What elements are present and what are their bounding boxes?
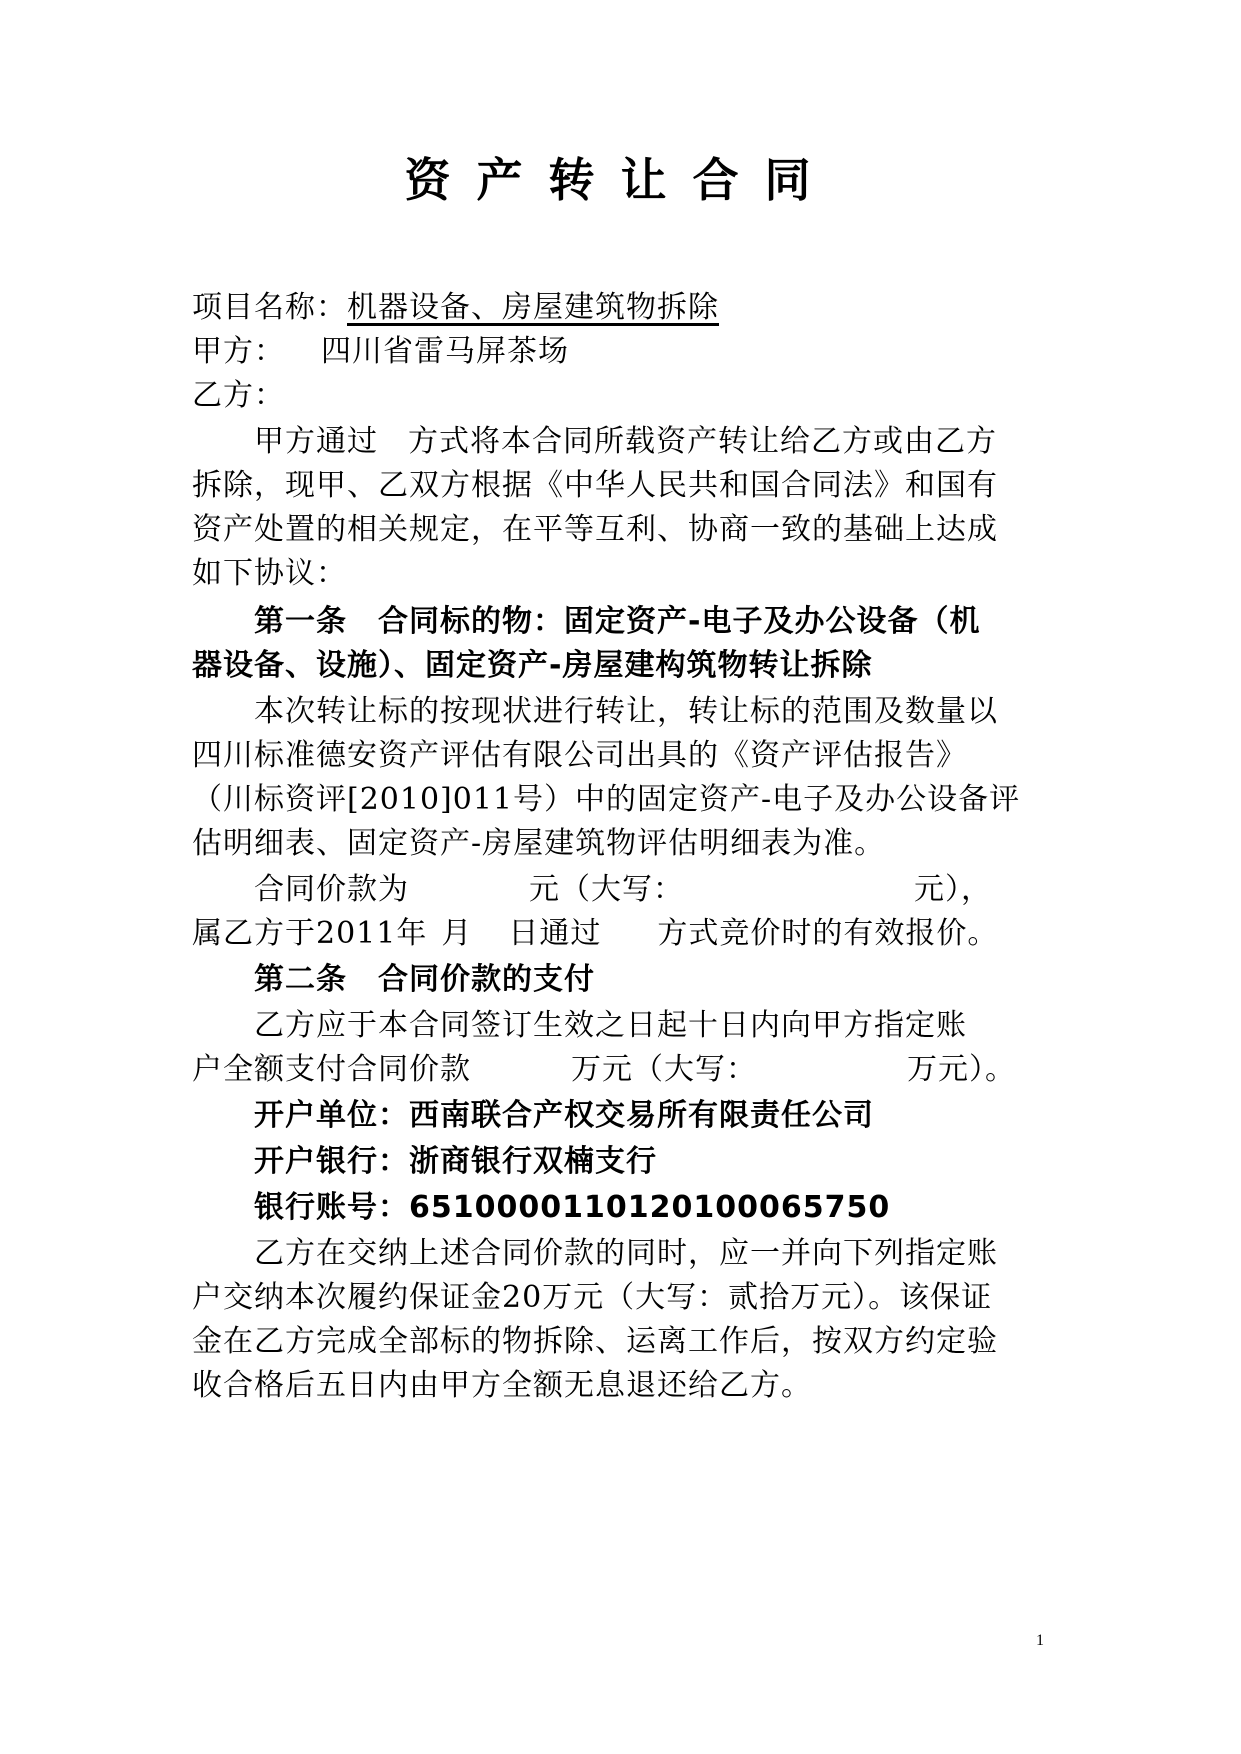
payment-line-1: 乙方应于本合同签订生效之日起十日内向甲方指定账: [254, 1008, 967, 1043]
intro-line-3: 资产处置的相关规定，在平等互利、协商一致的基础上达成: [192, 512, 998, 547]
intro-text: 甲方通过: [254, 424, 378, 459]
price-text: 方式竞价时的有效报价。: [657, 916, 999, 951]
article-1-para-2: 四川标准德安资产评估有限公司出具的《资产评估报告》: [192, 738, 967, 773]
article-2-heading: 第二条 合同价款的支付: [254, 962, 595, 997]
deposit-line-4: 收合格后五日内由甲方全额无息退还给乙方。: [192, 1368, 812, 1403]
article-1-para-1: 本次转让标的按现状进行转让，转让标的范围及数量以: [254, 694, 998, 729]
intro-line-2: 拆除，现甲、乙双方根据《中华人民共和国合同法》和国有: [192, 468, 998, 503]
price-text: 元），: [914, 872, 992, 907]
price-text: 合同价款为: [254, 872, 409, 907]
article-1-para-4: 估明细表、固定资产-房屋建筑物评估明细表为准。: [192, 826, 886, 861]
price-line-1: [192, 868, 1114, 912]
party-b-label: 乙方：: [192, 378, 285, 413]
article-1-para-3: （川标资评[2010]011号）中的固定资产-电子及办公设备评: [192, 782, 1021, 817]
project-line: [192, 286, 1052, 330]
price-text: 属乙方于2011年: [192, 916, 428, 951]
page-number: 1: [1036, 1632, 1044, 1649]
payment-line-2: [192, 1048, 1052, 1092]
account-bank: 开户银行：浙商银行双楠支行: [254, 1144, 657, 1179]
deposit-line-1: 乙方在交纳上述合同价款的同时，应一并向下列指定账: [254, 1236, 998, 1271]
price-line-2: [192, 912, 1052, 956]
party-b-line: [192, 374, 1052, 418]
party-a-name: 四川省雷马屏茶场: [321, 334, 569, 369]
payment-text: 万元（大写：: [571, 1052, 757, 1087]
project-name: 机器设备、房屋建筑物拆除: [347, 290, 719, 325]
payment-text: 户全额支付合同价款: [192, 1052, 471, 1087]
payment-text: 万元）。: [907, 1052, 1016, 1087]
article-1-heading: 第一条 合同标的物：固定资产-电子及办公设备（机: [254, 604, 981, 639]
deposit-line-3: 金在乙方完成全部标的物拆除、运离工作后，按双方约定验: [192, 1324, 998, 1359]
price-text: 月: [441, 916, 473, 951]
party-a-line: [192, 330, 1052, 374]
account-unit: 开户单位：西南联合产权交易所有限责任公司: [254, 1098, 874, 1133]
price-text: 日通过: [508, 916, 602, 951]
article-1-heading-cont: 器设备、设施）、固定资产-房屋建构筑物转让拆除: [192, 648, 873, 683]
party-a-label: 甲方：: [192, 334, 285, 369]
project-label: 项目名称：: [192, 290, 347, 325]
intro-line-1: [192, 420, 1114, 464]
account-number: 银行账号：651000011012010006575​0: [254, 1190, 891, 1225]
deposit-line-2: 户交纳本次履约保证金20万元（大写：贰拾万元）。该保证: [192, 1280, 993, 1315]
doc-title: 资产转让合同: [404, 153, 837, 207]
price-text: 元（大写：: [529, 872, 684, 907]
intro-line-4: 如下协议：: [192, 556, 347, 591]
intro-text: 方式将本合同所载资产转让给乙方或由乙方: [408, 424, 997, 459]
